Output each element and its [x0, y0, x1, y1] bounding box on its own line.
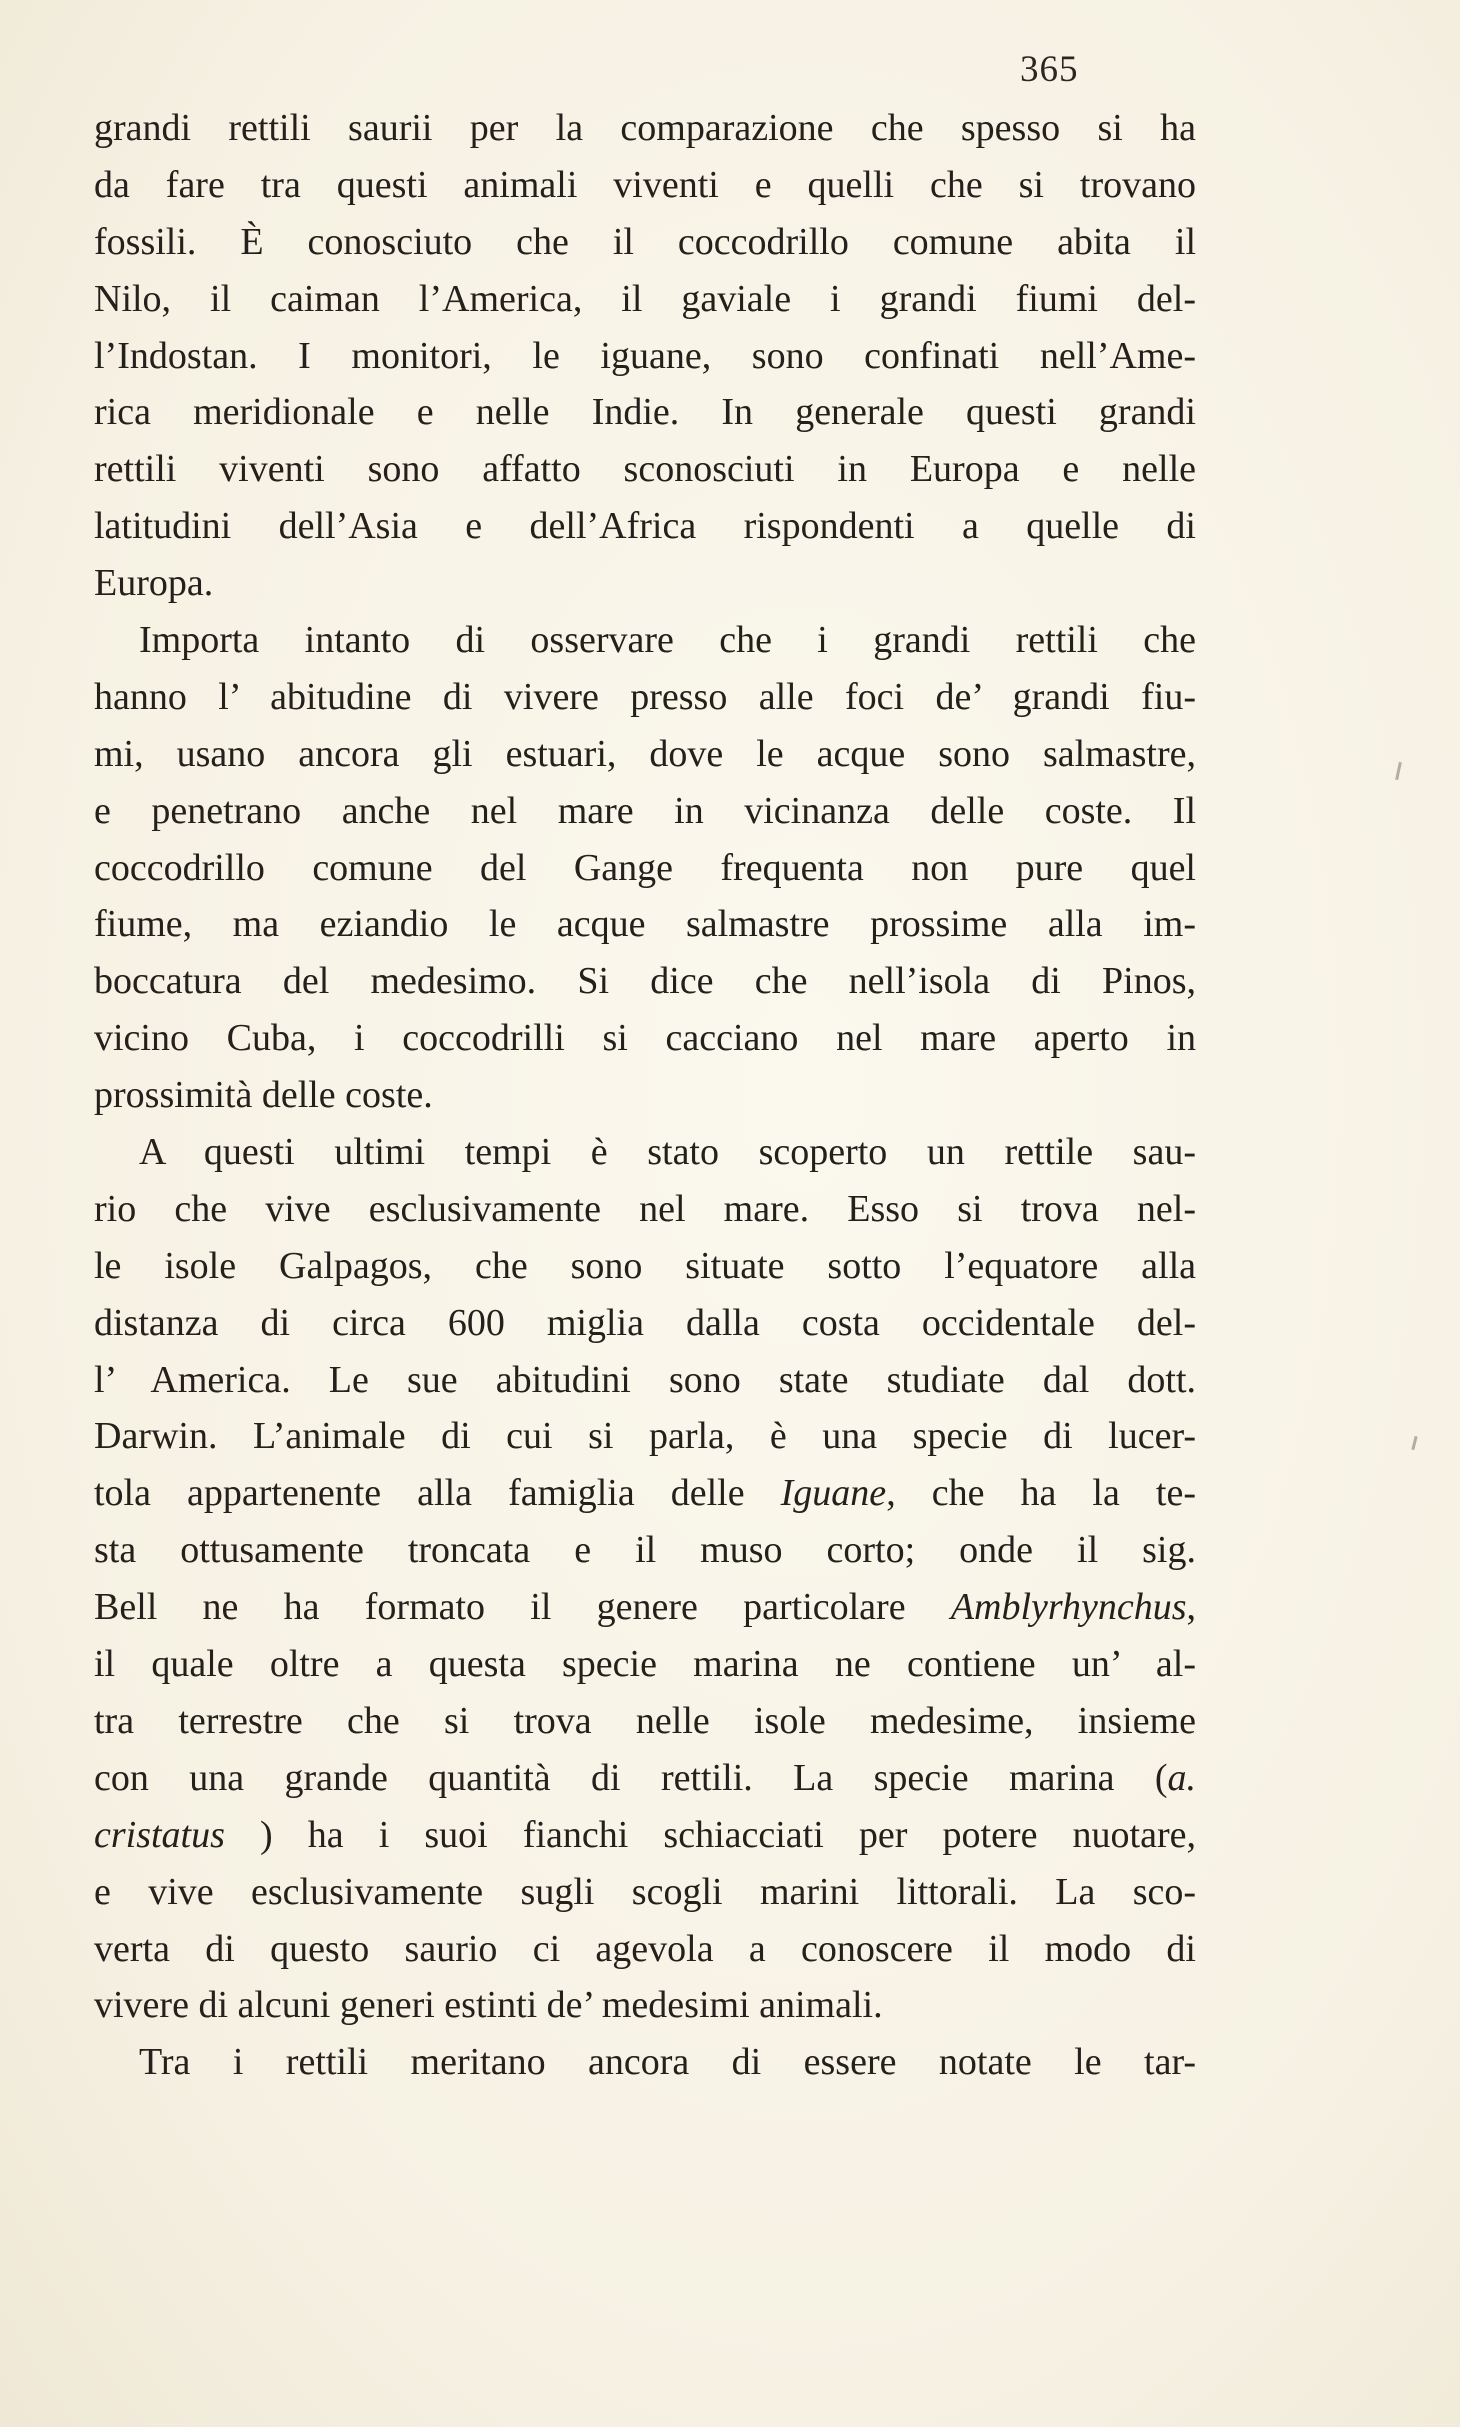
text-line [94, 1579, 1196, 1636]
text-line: Importa intanto di osservare che i grandi rettili che [139, 619, 1196, 662]
text-line: Nilo, il caiman l’America, il gaviale i grandi fiumi del- [94, 277, 1196, 320]
text-segment: Bell ne ha formato il genere particolare [94, 1586, 951, 1629]
paragraph [94, 612, 1196, 1124]
body-text [94, 100, 1196, 2091]
text-line: Darwin. L’animale di cui si parla, è una specie di lucer- [94, 1415, 1196, 1458]
text-segment: tola appartenente alla famiglia delle [94, 1472, 781, 1515]
text-line: Europa. [94, 562, 214, 605]
text-line: rio che vive esclusivamente nel mare. Esso si trova nel- [94, 1187, 1196, 1230]
text-line: mi, usano ancora gli estuari, dove le acque sono salmastre, [94, 732, 1196, 775]
text-line: vivere di alcuni generi estinti de’ medesimi animali. [94, 1984, 883, 2027]
text-line: distanza di circa 600 miglia dalla costa occidentale del- [94, 1301, 1196, 1344]
text-line: grandi rettili saurii per la comparazione che spesso si ha [94, 107, 1196, 149]
text-line: tra terrestre che si trova nelle isole medesime, insieme [94, 1699, 1196, 1742]
text-line: coccodrillo comune del Gange frequenta non pure quel [94, 846, 1196, 889]
text-line: sta ottusamente troncata e il muso corto; onde il sig. [94, 1529, 1196, 1572]
text-line [94, 1750, 1196, 1807]
margin-mark [1411, 1436, 1417, 1450]
text-line: vicino Cuba, i coccodrilli si cacciano nel mare aperto in [94, 1017, 1196, 1060]
text-line [94, 1465, 1196, 1522]
text-line: l’ America. Le sue abitudini sono state studiate dal dott. [94, 1358, 1196, 1401]
text-line [94, 1807, 1196, 1864]
page-number: 365 [1020, 49, 1079, 90]
text-line: prossimità delle coste. [94, 1074, 433, 1117]
text-line: fiume, ma eziandio le acque salmastre prossime alla im- [94, 903, 1196, 946]
text-line: e penetrano anche nel mare in vicinanza delle coste. Il [94, 789, 1196, 832]
text-line: rettili viventi sono affatto sconosciuti in Europa e nelle [94, 448, 1196, 491]
text-segment: , che ha la te- [886, 1472, 1196, 1515]
italic-term: a. [1167, 1756, 1196, 1799]
text-line: rica meridionale e nelle Indie. In generale questi grandi [94, 391, 1196, 434]
paragraph [94, 100, 1196, 612]
text-segment: ) ha i suoi fianchi schiacciati per potere nuotare, [224, 1813, 1196, 1856]
text-line: A questi ultimi tempi è stato scoperto un rettile sau- [139, 1131, 1196, 1174]
italic-term: Amblyrhynchus [950, 1586, 1187, 1629]
italic-term: cristatus [94, 1813, 225, 1856]
text-line: boccatura del medesimo. Si dice che nell’isola di Pinos, [94, 960, 1196, 1003]
text-line: il quale oltre a questa specie marina ne contiene un’ al- [94, 1643, 1196, 1686]
text-segment: con una grande quantità di rettili. La specie marina ( [94, 1756, 1168, 1799]
text-line: hanno l’ abitudine di vivere presso alle foci de’ grandi fiu- [94, 675, 1196, 718]
text-line: latitudini dell’Asia e dell’Africa rispondenti a quelle di [94, 505, 1196, 548]
paragraph [94, 2034, 1196, 2091]
text-line: l’Indostan. I monitori, le iguane, sono confinati nell’Ame- [94, 334, 1196, 377]
text-line: da fare tra questi animali viventi e quelli che si trovano [94, 163, 1196, 206]
text-line: Tra i rettili meritano ancora di essere notate le tar- [139, 2041, 1196, 2084]
margin-mark [1395, 762, 1402, 780]
text-segment: , [1186, 1586, 1196, 1629]
text-line: fossili. È conosciuto che il coccodrillo comune abita il [94, 220, 1196, 263]
paragraph [94, 1124, 1196, 2034]
italic-term: Iguane [780, 1472, 887, 1515]
text-line: e vive esclusivamente sugli scogli marini littorali. La sco- [94, 1870, 1196, 1913]
text-line: verta di questo saurio ci agevola a conoscere il modo di [94, 1927, 1196, 1970]
text-line: le isole Galpagos, che sono situate sotto l’equatore alla [94, 1244, 1196, 1287]
